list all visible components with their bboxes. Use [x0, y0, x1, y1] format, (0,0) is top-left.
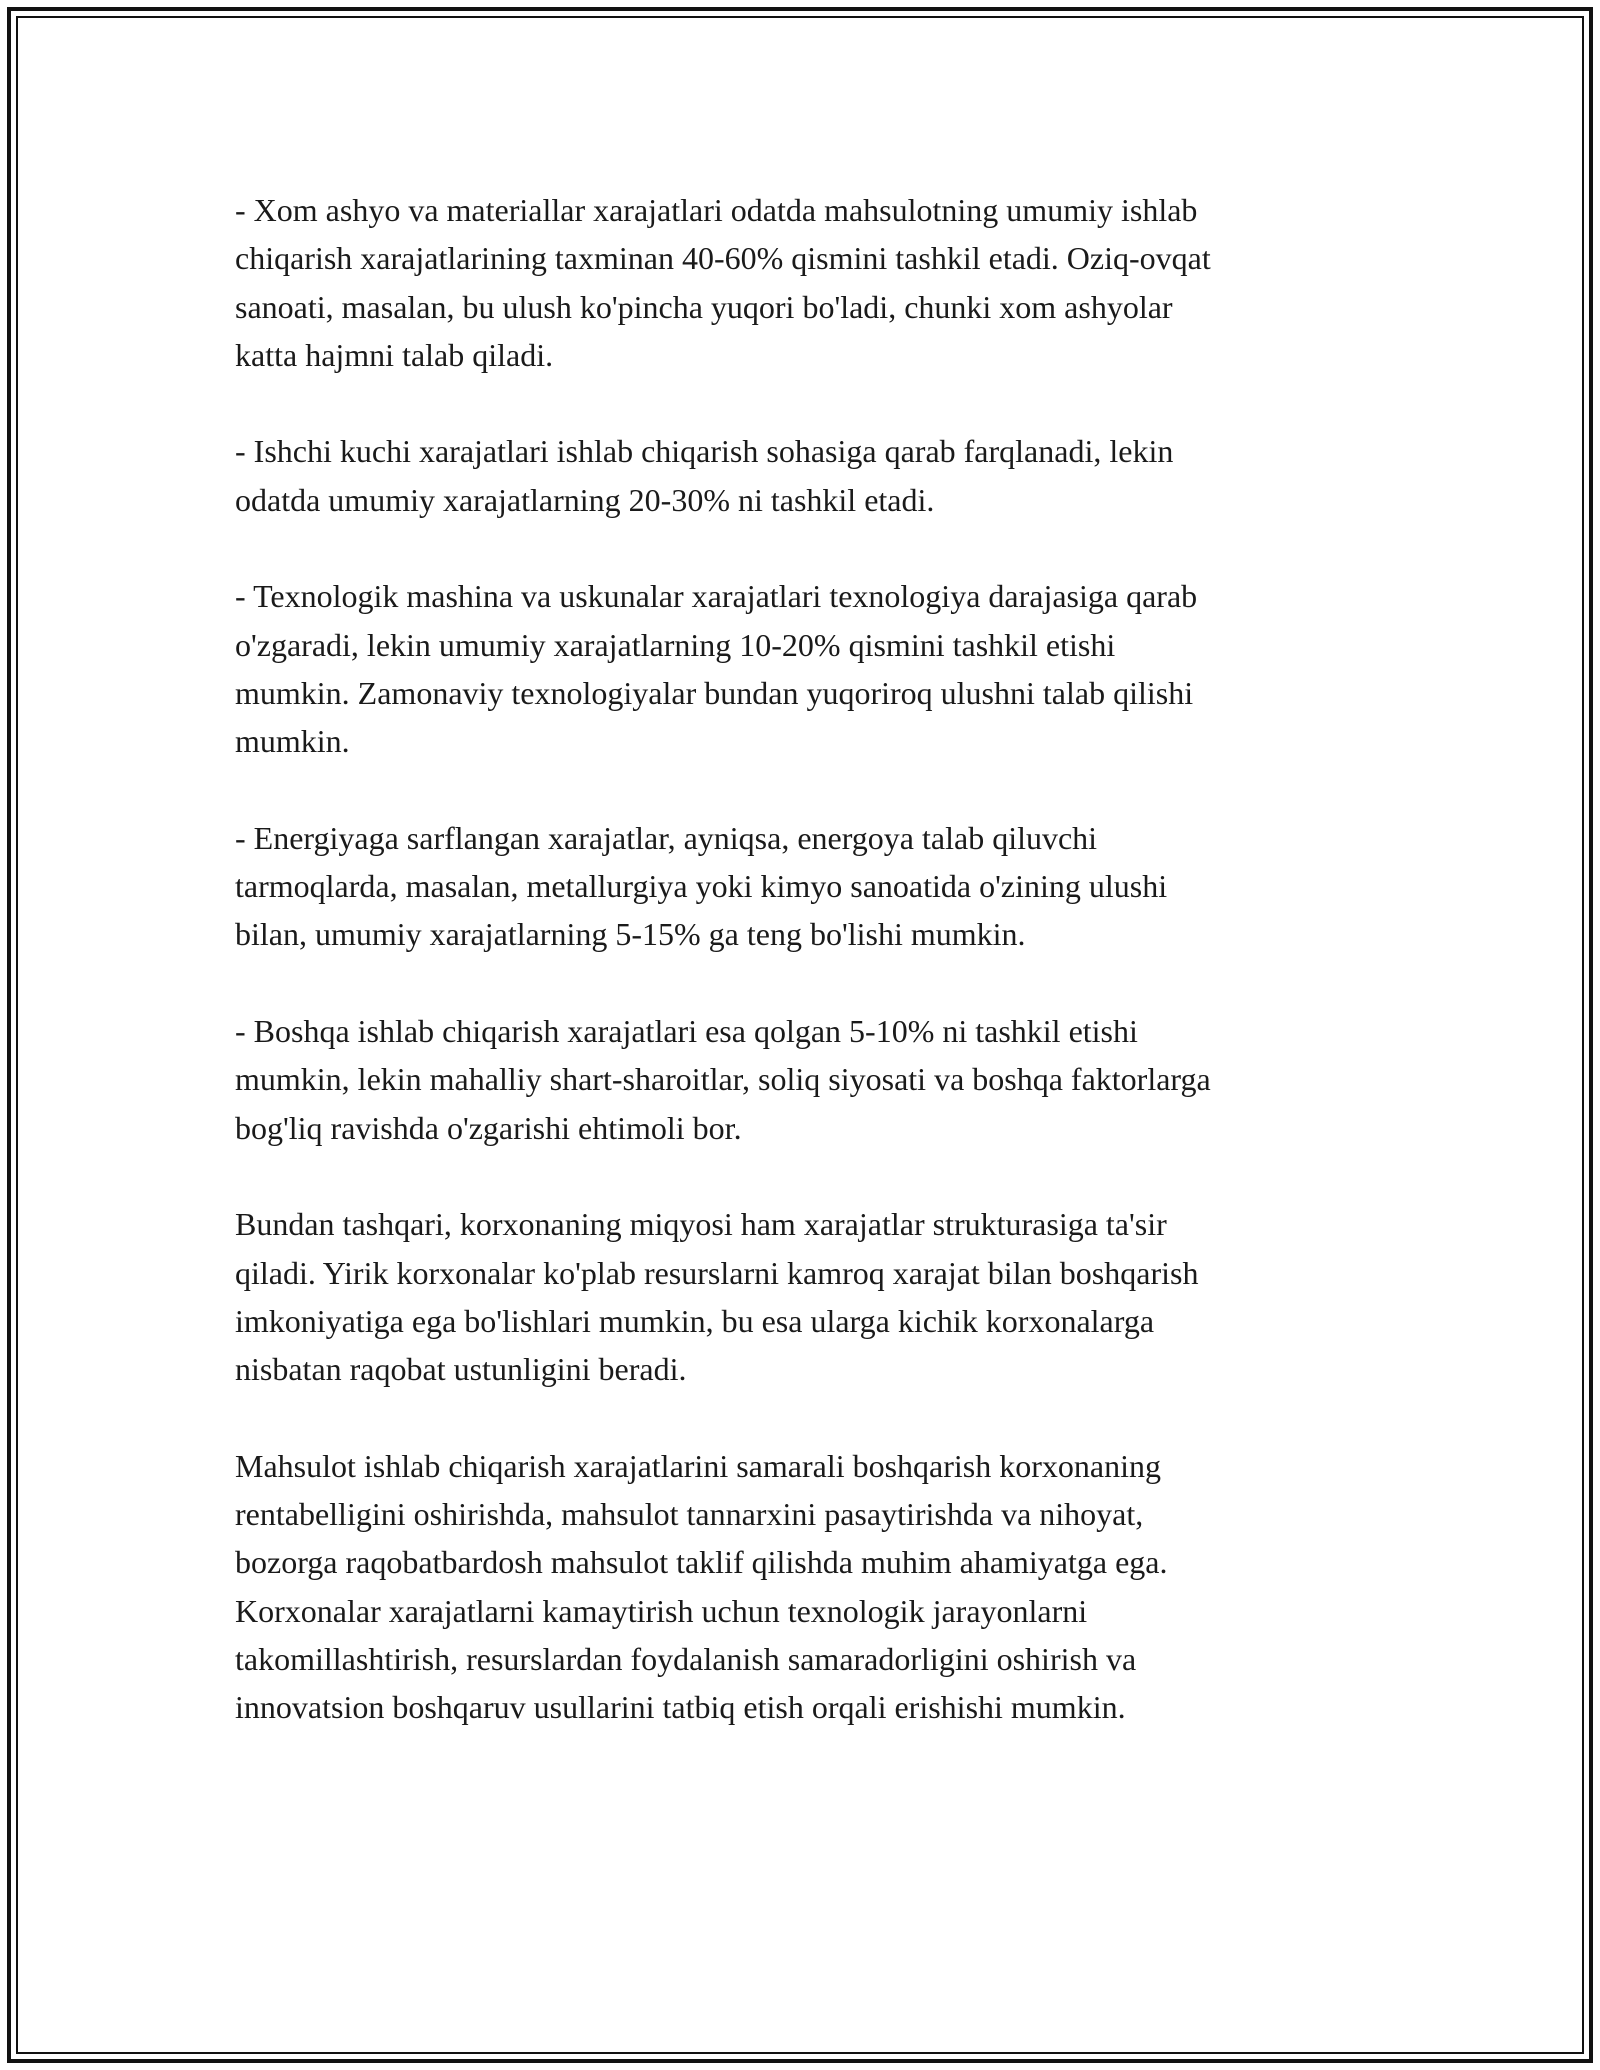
- text-line: tarmoqlarda, masalan, metallurgiya yoki kimyo sanoatida o'zining ulushi: [235, 868, 1168, 905]
- text-line: qiladi. Yirik korxonalar ko'plab resurslarni kamroq xarajat bilan boshqarish: [235, 1254, 1199, 1291]
- text-line: chiqarish xarajatlarining taxminan 40-60% qismini tashkil etadi. Oziq-ovqat: [235, 240, 1211, 277]
- paragraph-energy-costs: [235, 814, 1375, 959]
- text-line: rentabelligini oshirishda, mahsulot tannarxini pasaytirishda va nihoyat,: [235, 1496, 1144, 1533]
- document-body: [235, 186, 1375, 1780]
- text-line: innovatsion boshqaruv usullarini tatbiq etish orqali erishishi mumkin.: [235, 1689, 1126, 1726]
- text-line: odatda umumiy xarajatlarning 20-30% ni tashkil etadi.: [235, 481, 935, 518]
- text-line: imkoniyatiga ega bo'lishlari mumkin, bu esa ularga kichik korxonalarga: [235, 1302, 1155, 1339]
- text-line: - Energiyaga sarflangan xarajatlar, ayniqsa, energoya talab qiluvchi: [235, 819, 1098, 856]
- paragraph-other-costs: [235, 1007, 1375, 1152]
- text-line: mumkin. Zamonaviy texnologiyalar bundan yuqoriroq ulushni talab qilishi: [235, 674, 1194, 711]
- text-line: bog'liq ravishda o'zgarishi ehtimoli bor.: [235, 1109, 742, 1146]
- text-line: nisbatan raqobat ustunligini beradi.: [235, 1351, 687, 1388]
- text-line: sanoati, masalan, bu ulush ko'pincha yuqori bo'ladi, chunki xom ashyolar: [235, 288, 1173, 325]
- text-line: - Xom ashyo va materiallar xarajatlari odatda mahsulotning umumiy ishlab: [235, 192, 1198, 228]
- text-line: - Boshqa ishlab chiqarish xarajatlari esa qolgan 5-10% ni tashkil etishi: [235, 1013, 1138, 1050]
- paragraph-labor-costs: [235, 427, 1375, 524]
- paragraph-equipment-costs: [235, 572, 1375, 765]
- text-line: Mahsulot ishlab chiqarish xarajatlarini samarali boshqarish korxonaning: [235, 1447, 1161, 1484]
- text-line: Korxonalar xarajatlarni kamaytirish uchun texnologik jarayonlarni: [235, 1592, 1088, 1629]
- paragraph-cost-management: [235, 1442, 1375, 1732]
- paragraph-raw-materials: [235, 186, 1375, 379]
- text-line: bozorga raqobatbardosh mahsulot taklif qilishda muhim ahamiyatga ega.: [235, 1544, 1168, 1581]
- paragraph-enterprise-scale: [235, 1200, 1375, 1393]
- text-line: katta hajmni talab qiladi.: [235, 336, 554, 373]
- text-line: bilan, umumiy xarajatlarning 5-15% ga teng bo'lishi mumkin.: [235, 916, 1026, 953]
- text-line: - Texnologik mashina va uskunalar xarajatlari texnologiya darajasiga qarab: [235, 578, 1198, 615]
- text-line: Bundan tashqari, korxonaning miqyosi ham xarajatlar strukturasiga ta'sir: [235, 1206, 1167, 1243]
- text-line: mumkin, lekin mahalliy shart-sharoitlar, soliq siyosati va boshqa faktorlarga: [235, 1061, 1211, 1098]
- text-line: takomillashtirish, resurslardan foydalanish samaradorligini oshirish va: [235, 1640, 1137, 1677]
- text-line: mumkin.: [235, 723, 350, 760]
- text-line: - Ishchi kuchi xarajatlari ishlab chiqarish sohasiga qarab farqlanadi, lekin: [235, 433, 1174, 470]
- text-line: o'zgaradi, lekin umumiy xarajatlarning 10-20% qismini tashkil etishi: [235, 626, 1116, 663]
